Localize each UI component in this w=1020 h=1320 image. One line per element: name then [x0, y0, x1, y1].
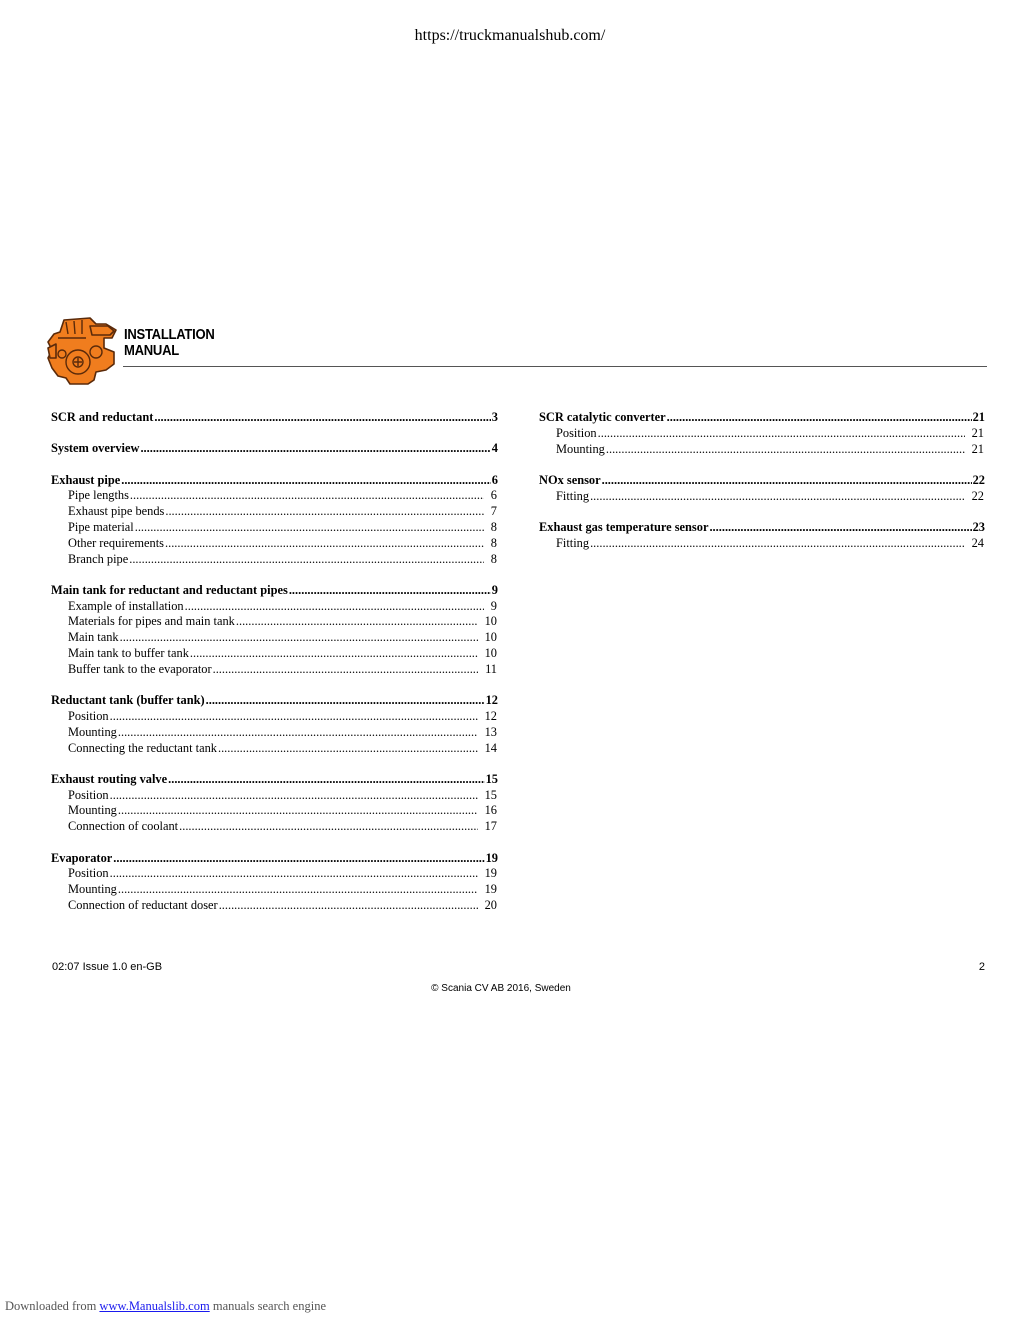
toc-dot-leader — [606, 442, 965, 458]
toc-dot-leader — [168, 772, 484, 788]
toc-dot-leader — [590, 536, 965, 552]
toc-subsection-entry[interactable] — [51, 819, 498, 835]
toc-subsection-entry[interactable] — [51, 646, 498, 662]
toc-entry-page: 13 — [484, 724, 497, 739]
toc-entry-page: 4 — [491, 441, 498, 456]
toc-subsection-entry[interactable] — [51, 630, 498, 646]
manual-title — [124, 327, 215, 359]
toc-dot-leader — [289, 583, 491, 599]
toc-entry-page: 19 — [484, 882, 497, 897]
toc-section-entry[interactable] — [51, 583, 498, 599]
toc-entry-page: 8 — [490, 519, 497, 534]
manual-title-line2: MANUAL — [124, 343, 179, 359]
toc-entry-title: Exhaust pipe — [51, 472, 121, 487]
toc-section-entry[interactable] — [51, 693, 498, 709]
issue-info: 02:07 Issue 1.0 en-GB — [52, 961, 163, 973]
toc-subsection-entry[interactable] — [51, 599, 498, 615]
toc-entry-title: SCR and reductant — [51, 410, 154, 424]
toc-subsection-entry[interactable] — [51, 488, 498, 504]
toc-subsection-entry[interactable] — [51, 882, 498, 898]
toc-entry-page: 21 — [971, 441, 984, 456]
toc-section-entry[interactable] — [51, 851, 498, 867]
toc-entry-page: 17 — [484, 819, 497, 834]
toc-subsection-entry[interactable] — [539, 536, 985, 552]
toc-entry-title: Main tank to buffer tank — [68, 646, 189, 661]
toc-section — [51, 473, 498, 568]
toc-entry-title: SCR catalytic converter — [539, 410, 666, 424]
toc-entry-title: Buffer tank to the evaporator — [68, 661, 212, 676]
toc-dot-leader — [140, 441, 490, 457]
toc-section-entry[interactable] — [51, 410, 498, 426]
toc-dot-leader — [179, 819, 477, 835]
toc-dot-leader — [236, 614, 478, 630]
toc-dot-leader — [110, 709, 478, 725]
toc-entry-page: 15 — [485, 771, 498, 786]
toc-entry-title: Main tank — [68, 630, 119, 645]
toc-entry-title: NOx sensor — [539, 472, 601, 487]
toc-entry-title: System overview — [51, 441, 140, 456]
toc-entry-title: Pipe lengths — [68, 488, 129, 503]
toc-entry-title: Connection of coolant — [68, 819, 179, 834]
toc-entry-page: 7 — [490, 504, 497, 519]
toc-entry-title: Mounting — [68, 803, 117, 818]
toc-right-column — [539, 410, 985, 567]
toc-entry-title: Main tank for reductant and reductant pipes — [51, 582, 288, 597]
toc-dot-leader — [121, 473, 491, 489]
toc-subsection-entry[interactable] — [51, 725, 498, 741]
engine-logo-icon — [44, 314, 120, 388]
toc-section-entry[interactable] — [539, 473, 985, 489]
toc-entry-page: 19 — [484, 866, 497, 881]
toc-section — [51, 772, 498, 835]
toc-entry-page: 3 — [491, 410, 498, 424]
toc-entry-page: 19 — [485, 850, 498, 865]
page-number: 2 — [978, 961, 985, 973]
toc-entry-page: 6 — [490, 488, 497, 503]
toc-section — [51, 441, 498, 457]
toc-section-entry[interactable] — [51, 441, 498, 457]
toc-subsection-entry[interactable] — [51, 741, 498, 757]
toc-subsection-entry[interactable] — [51, 788, 498, 804]
toc-dot-leader — [602, 473, 972, 489]
toc-entry-page: 10 — [484, 630, 497, 645]
toc-section — [51, 410, 498, 426]
toc-entry-page: 22 — [972, 472, 985, 487]
copyright: © Scania CV AB 2016, Sweden — [431, 983, 571, 994]
toc-entry-title: Materials for pipes and main tank — [68, 614, 235, 629]
toc-entry-page: 9 — [490, 598, 497, 613]
toc-entry-title: Exhaust gas temperature sensor — [539, 519, 709, 534]
toc-entry-page: 9 — [491, 582, 498, 597]
toc-entry-title: Position — [68, 866, 109, 881]
toc-entry-title: Mounting — [68, 882, 117, 897]
toc-section-entry[interactable] — [539, 410, 985, 426]
toc-subsection-entry[interactable] — [51, 504, 498, 520]
toc-subsection-entry[interactable] — [51, 662, 498, 678]
manual-title-line1: INSTALLATION — [124, 327, 215, 343]
toc-left-column — [51, 410, 498, 929]
toc-entry-page: 11 — [485, 661, 497, 676]
toc-entry-page: 20 — [484, 897, 497, 912]
toc-entry-page: 22 — [971, 488, 984, 503]
toc-dot-leader — [130, 488, 484, 504]
toc-dot-leader — [118, 725, 478, 741]
toc-section-entry[interactable] — [51, 772, 498, 788]
toc-entry-page: 12 — [485, 693, 498, 708]
toc-entry-page: 10 — [484, 614, 497, 629]
toc-dot-leader — [129, 552, 484, 568]
toc-subsection-entry[interactable] — [539, 442, 985, 458]
download-note — [5, 1299, 326, 1314]
toc-entry-page: 15 — [484, 787, 497, 802]
toc-dot-leader — [120, 630, 478, 646]
toc-dot-leader — [590, 489, 965, 505]
toc-subsection-entry[interactable] — [51, 898, 498, 914]
toc-section — [539, 520, 985, 552]
toc-section — [539, 473, 985, 505]
toc-subsection-entry[interactable] — [51, 552, 498, 568]
toc-subsection-entry[interactable] — [51, 614, 498, 630]
toc-dot-leader — [135, 520, 484, 536]
toc-entry-title: Position — [68, 708, 109, 723]
toc-entry-title: Exhaust pipe bends — [68, 504, 165, 519]
toc-entry-title: Connecting the reductant tank — [68, 740, 217, 755]
toc-entry-title: Connection of reductant doser — [68, 897, 218, 912]
manualslib-link[interactable]: www.Manualslib.com — [99, 1299, 210, 1313]
toc-dot-leader — [185, 599, 484, 615]
toc-entry-page: 6 — [491, 472, 498, 487]
toc-dot-leader — [598, 426, 965, 442]
toc-subsection-entry[interactable] — [51, 866, 498, 882]
toc-entry-title: Other requirements — [68, 535, 164, 550]
toc-dot-leader — [118, 803, 478, 819]
toc-section-entry[interactable] — [51, 473, 498, 489]
toc-entry-title: Branch pipe — [68, 551, 129, 566]
toc-dot-leader — [213, 662, 478, 678]
toc-entry-page: 10 — [484, 646, 497, 661]
toc-section — [51, 583, 498, 678]
toc-dot-leader — [165, 504, 483, 520]
toc-entry-title: Fitting — [556, 488, 590, 503]
toc-dot-leader — [218, 741, 478, 757]
toc-entry-title: Position — [68, 787, 109, 802]
source-url[interactable]: https://truckmanualshub.com/ — [414, 27, 606, 44]
toc-entry-title: Pipe material — [68, 519, 134, 534]
toc-entry-page: 21 — [972, 410, 985, 424]
toc-subsection-entry[interactable] — [51, 803, 498, 819]
toc-dot-leader — [667, 410, 972, 426]
toc-section — [539, 410, 985, 457]
toc-dot-leader — [165, 536, 484, 552]
download-prefix: Downloaded from — [5, 1299, 100, 1313]
toc-entry-page: 12 — [484, 708, 497, 723]
toc-entry-title: Evaporator — [51, 850, 113, 865]
toc-subsection-entry[interactable] — [51, 709, 498, 725]
toc-entry-page: 21 — [971, 425, 984, 440]
toc-dot-leader — [219, 898, 478, 914]
toc-dot-leader — [206, 693, 485, 709]
toc-entry-title: Mounting — [68, 724, 117, 739]
toc-entry-page: 23 — [972, 519, 985, 534]
toc-subsection-entry[interactable] — [51, 520, 498, 536]
header-rule — [123, 366, 987, 367]
toc-dot-leader — [110, 866, 478, 882]
toc-dot-leader — [154, 410, 490, 426]
toc-entry-title: Mounting — [556, 441, 605, 456]
toc-entry-title: Reductant tank (buffer tank) — [51, 693, 205, 708]
toc-dot-leader — [709, 520, 971, 536]
toc-entry-title: Exhaust routing valve — [51, 771, 168, 786]
toc-section-entry[interactable] — [539, 520, 985, 536]
toc-entry-page: 8 — [490, 535, 497, 550]
toc-dot-leader — [110, 788, 478, 804]
toc-dot-leader — [118, 882, 478, 898]
toc-entry-page: 16 — [484, 803, 497, 818]
download-suffix: manuals search engine — [209, 1299, 326, 1313]
toc-subsection-entry[interactable] — [539, 426, 985, 442]
toc-entry-page: 24 — [971, 535, 984, 550]
toc-dot-leader — [190, 646, 478, 662]
toc-entry-title: Position — [556, 425, 597, 440]
toc-section — [51, 693, 498, 756]
toc-entry-page: 8 — [490, 551, 497, 566]
toc-section — [51, 851, 498, 914]
toc-entry-title: Fitting — [556, 535, 590, 550]
toc-dot-leader — [113, 851, 484, 867]
toc-entry-title: Example of installation — [68, 598, 184, 613]
toc-entry-page: 14 — [484, 740, 497, 755]
toc-subsection-entry[interactable] — [539, 489, 985, 505]
toc-subsection-entry[interactable] — [51, 536, 498, 552]
